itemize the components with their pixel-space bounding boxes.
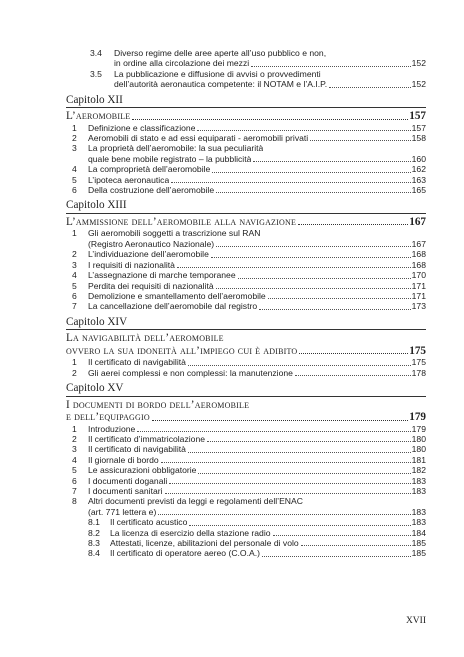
divider	[66, 396, 426, 397]
toc-entry	[66, 164, 426, 174]
entry-number: 4	[72, 454, 77, 465]
entry-number: 5	[72, 280, 77, 291]
chapter-page: 157	[409, 110, 426, 123]
chapter-title-continued: ovvero la sua idoneità all’impiego cui è adibito	[66, 344, 298, 357]
entry-page: 183	[411, 517, 426, 528]
entry-title: Le assicurazioni obbligatorie	[88, 465, 197, 476]
chapter-label: Capitolo XII	[66, 93, 123, 106]
entry-title: I requisiti di nazionalità	[88, 259, 175, 270]
entry-page: 163	[411, 174, 426, 185]
chapter-label: Capitolo XIII	[66, 199, 127, 212]
entry-page: 181	[411, 454, 426, 465]
toc-entry	[66, 486, 426, 496]
toc-entry	[66, 496, 426, 517]
entry-number: 4	[72, 164, 77, 175]
entry-title: L’assegnazione di marche temporanee	[88, 270, 236, 281]
toc-subentry	[66, 548, 426, 558]
toc-entry	[66, 455, 426, 465]
entry-number: 6	[72, 475, 77, 486]
chapter-page: 167	[409, 215, 426, 228]
entry-number: 3	[72, 143, 77, 154]
entry-page: 179	[411, 423, 426, 434]
toc-entry	[66, 444, 426, 454]
entry-page: 171	[411, 290, 426, 301]
entry-title: Della costruzione dell’aeromobile	[88, 185, 215, 196]
divider	[66, 213, 426, 214]
entry-title-continued: (art. 771 lettera e)	[88, 506, 157, 517]
entry-number: 5	[72, 465, 77, 476]
entry-title: Il certificato di operatore aereo (C.O.A.)	[110, 548, 260, 559]
chapter-title: L’ammissione dell’aeromobile alla navigazione	[66, 215, 297, 228]
entry-title: La comproprietà dell’aeromobile	[88, 164, 211, 175]
entry-title: La pubblicazione e diffusione di avvisi o provvedimenti	[114, 68, 321, 79]
entry-title: Il giornale di bordo	[88, 454, 159, 465]
chapter-label: Capitolo XIV	[66, 315, 128, 328]
chapter-section	[66, 94, 426, 196]
entry-title: Gli aeromobili soggetti a trascrizione sul RAN	[88, 228, 261, 239]
entry-number: 7	[72, 485, 77, 496]
entry-number: 6	[72, 290, 77, 301]
entry-page: 152	[411, 79, 426, 90]
chapter-title-continued: e dell’equipaggio	[66, 411, 150, 424]
entry-page: 170	[411, 270, 426, 281]
entry-title: Gli aerei complessi e non complessi: la manutenzione	[88, 367, 293, 378]
toc-entry	[66, 228, 426, 249]
toc-entry	[66, 175, 426, 185]
entry-number: 4	[72, 270, 77, 281]
entry-number: 2	[72, 249, 77, 260]
entry-page: 178	[411, 367, 426, 378]
entry-title-continued: dell’autorità aeronautica competente: il NOTAM e l’A.I.P.	[114, 79, 328, 90]
table-of-contents	[66, 48, 426, 559]
entry-number: 3.5	[90, 68, 102, 79]
entry-page: 183	[411, 506, 426, 517]
divider	[66, 107, 426, 108]
toc-entry	[66, 434, 426, 444]
entry-number: 2	[72, 367, 77, 378]
entry-title: Il certificato d’immatricolazione	[88, 433, 206, 444]
entry-title: Diverso regime delle aree aperte all’uso pubblico e non,	[114, 48, 327, 58]
chapter-title: La navigabilità dell’aeromobile	[66, 332, 224, 345]
toc-entry	[66, 476, 426, 486]
entry-title: Demolizione e smantellamento dell’aeromobile	[88, 290, 266, 301]
entry-title: Introduzione	[88, 423, 136, 434]
chapter-title: I documenti di bordo dell’aeromobile	[66, 398, 250, 411]
entry-title: I documenti doganali	[88, 475, 168, 486]
toc-entry	[66, 260, 426, 270]
entry-title: Definizione e classificazione	[88, 122, 196, 133]
toc-subentry	[66, 538, 426, 548]
entry-page: 185	[411, 548, 426, 559]
entry-page: 180	[411, 433, 426, 444]
page-number: XVII	[405, 616, 426, 626]
entry-number: 8.1	[88, 517, 100, 528]
entry-title: L’individuazione dell’aeromobile	[88, 249, 209, 260]
toc-entry	[66, 123, 426, 133]
entry-page: 184	[411, 527, 426, 538]
toc-entry	[66, 465, 426, 475]
entry-number: 1	[72, 228, 77, 239]
toc-entry	[66, 281, 426, 291]
entry-page: 162	[411, 164, 426, 175]
entry-title: Il certificato di navigabilità	[88, 357, 186, 368]
entry-title: Altri documenti previsti da leggi e regolamenti dell’ENAC	[88, 496, 303, 507]
toc-subentry	[66, 517, 426, 527]
entry-page: 185	[411, 538, 426, 548]
chapter-page: 179	[409, 411, 426, 424]
entry-number: 5	[72, 174, 77, 185]
entry-number: 1	[72, 357, 77, 368]
entry-title: Aeromobili di stato e ad essi equiparati - aeromobili privati	[88, 133, 309, 144]
divider	[66, 329, 426, 330]
toc-entry	[66, 368, 426, 378]
entry-page: 171	[411, 280, 426, 291]
entry-number: 3.4	[90, 48, 102, 58]
entry-number: 8.2	[88, 527, 100, 538]
entry-title: Il certificato acustico	[110, 517, 188, 528]
entry-number: 8.3	[88, 538, 100, 548]
entry-number: 3	[72, 259, 77, 270]
entry-number: 2	[72, 433, 77, 444]
entry-number: 1	[72, 122, 77, 133]
entry-number: 8	[72, 496, 77, 507]
toc-subentry	[66, 528, 426, 538]
entry-number: 3	[72, 444, 77, 455]
entry-title: La licenza di esercizio della stazione radio	[110, 527, 271, 538]
entry-page: 168	[411, 259, 426, 270]
entry-title: Perdita dei requisiti di nazionalità	[88, 280, 214, 291]
entry-title-continued: (Registro Aeronautico Nazionale)	[88, 238, 215, 249]
entry-page: 183	[411, 475, 426, 486]
entry-page: 165	[411, 185, 426, 196]
toc-entry	[66, 185, 426, 195]
entry-number: 7	[72, 301, 77, 312]
entry-page: 183	[411, 485, 426, 496]
entry-page: 173	[411, 301, 426, 312]
chapter-label: Capitolo XV	[66, 382, 124, 395]
toc-entry	[66, 143, 426, 164]
toc-entry	[66, 133, 426, 143]
chapter-section	[66, 316, 426, 378]
entry-page: 158	[411, 133, 426, 144]
entry-title: La cancellazione dell’aeromobile dal registro	[88, 301, 258, 312]
entry-page: 157	[411, 122, 426, 133]
entry-page: 182	[411, 465, 426, 476]
toc-entry	[66, 291, 426, 301]
entry-number: 2	[72, 133, 77, 144]
entry-title-continued: in ordine alla circolazione dei mezzi	[114, 58, 250, 69]
chapter-title: L’aeromobile	[66, 110, 131, 123]
toc-entry	[66, 48, 426, 69]
toc-entry	[66, 357, 426, 367]
entry-number: 6	[72, 185, 77, 196]
chapter-section	[66, 382, 426, 559]
entry-title: La proprietà dell’aeromobile: la sua peculiarità	[88, 143, 264, 154]
entry-page: 180	[411, 444, 426, 455]
entry-title: L’ipoteca aeronautica	[88, 174, 170, 185]
entry-title: Attestati, licenze, abilitazioni del personale di volo	[110, 538, 299, 548]
entry-title: I documenti sanitari	[88, 485, 163, 496]
toc-entry	[66, 424, 426, 434]
entry-page: 152	[411, 58, 426, 69]
toc-entry	[66, 270, 426, 280]
entry-number: 8.4	[88, 548, 100, 559]
toc-entry	[66, 69, 426, 90]
entry-page: 167	[411, 238, 426, 249]
entry-page: 175	[411, 357, 426, 368]
entry-title: Il certificato di navigabilità	[88, 444, 186, 455]
toc-entry	[66, 249, 426, 259]
chapter-page: 175	[409, 344, 426, 357]
toc-entry	[66, 301, 426, 311]
entry-page: 160	[411, 153, 426, 164]
entry-number: 1	[72, 423, 77, 434]
chapter-section	[66, 199, 426, 311]
entry-title-continued: quale bene mobile registrato – la pubblicità	[88, 153, 252, 164]
entry-page: 168	[411, 249, 426, 260]
